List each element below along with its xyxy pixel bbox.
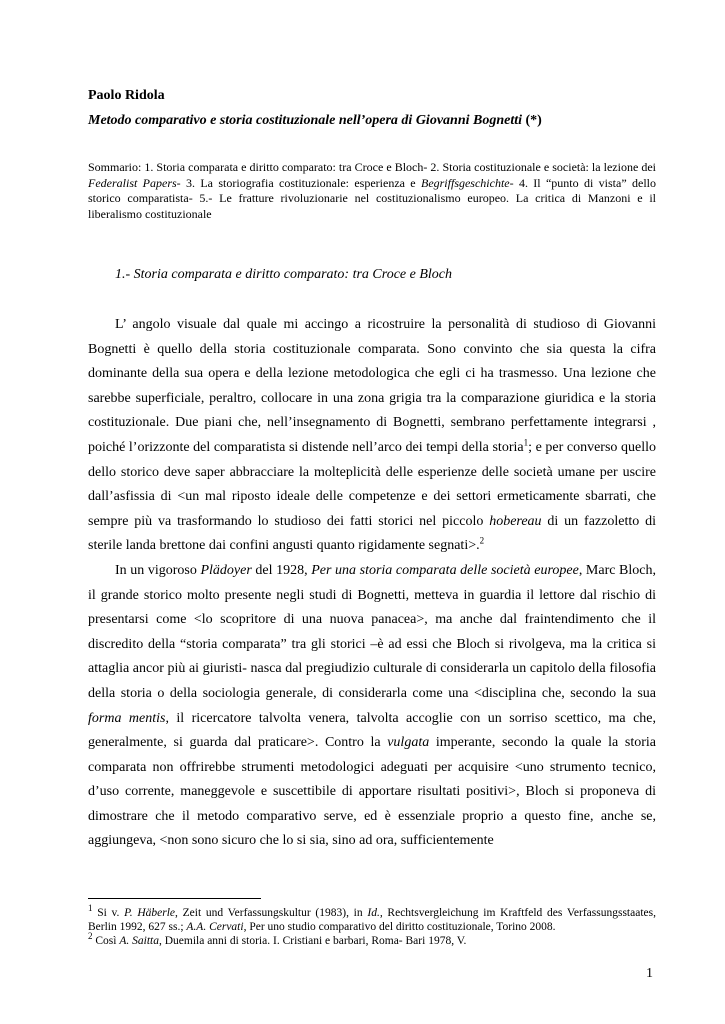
text-run: del 1928, bbox=[251, 562, 312, 578]
summary bbox=[88, 160, 656, 222]
summary-text: - 3. La storiografia costituzionale: esperienza e bbox=[176, 175, 421, 190]
paragraph bbox=[88, 313, 656, 559]
footnote bbox=[88, 931, 656, 948]
footnote-ref[interactable]: 2 bbox=[479, 535, 485, 546]
italic-run: forma mentis bbox=[88, 710, 166, 726]
author-name: Paolo Ridola bbox=[88, 88, 165, 103]
footnote-separator bbox=[88, 898, 261, 899]
footnote-ref[interactable]: 1 bbox=[523, 437, 529, 448]
summary-text: - 4. Il “punto di vista” dello storico comparatista- 5.- Le fratture rivoluzionarie nel costituzionalismo europeo. La critica di Manzoni e il liberalismo costituzionale bbox=[88, 175, 656, 221]
summary-italic: Federalist Papers bbox=[88, 175, 177, 190]
section-heading: 1.- Storia comparata e diritto comparato: tra Croce e Bloch bbox=[115, 267, 452, 282]
italic-run: A.A. Cervati bbox=[186, 921, 244, 933]
italic-run: A. Saitta bbox=[119, 935, 159, 947]
text-run: In un vigoroso bbox=[115, 562, 201, 578]
text-run: , il ricercatore talvolta venera, talvolta accoglie con un sorriso scettico, ma che, generalmente, si guarda dal praticare>. Contro la bbox=[88, 710, 657, 751]
italic-run: Id., bbox=[367, 907, 383, 919]
italic-run: Plädoyer bbox=[200, 562, 252, 578]
page-number: 1 bbox=[646, 966, 653, 981]
italic-run: P. Häberle bbox=[124, 907, 176, 919]
text-run: Rechtsvergleichung im Kraftfeld des Verfassungsstaates, Berlin 1992, 627 ss.; bbox=[88, 907, 656, 933]
text-run: , Duemila anni di storia. I. Cristiani e barbari, Roma- Bari 1978, V. bbox=[158, 935, 467, 947]
text-run: di un fazzoletto di sterile landa brettone dai confini angusti quanto rigidamente segnati>. bbox=[88, 513, 656, 554]
text-run: , Marc Bloch, il grande storico molto presente negli studi di Bognetti, metteva in guardia il lettore dal rischio di presentarsi come <lo scopritore di una nuova panacea>, ma anche dal fraintendimento che il discredito della “storia comparata” tra gli storici –è ad essi che Bloch si rivolgeva, ma la critica si attaglia ancor più ai giuristi- nasca dal pregiudizio culturale di considerarla un capitolo della filosofia della storia o della sociologia generale, di considerarla come una <disciplina che, secondo la sua bbox=[88, 562, 656, 701]
footnote-number: 2 bbox=[88, 931, 93, 942]
text-run: imperante, secondo la quale la storia comparata non offrirebbe strumenti metodologici adeguati per acquisire <uno strumento tecnico, d’uso corrente, maneggevole e suscettibile di apportare risultati positivi>, Bloch si proponeva di dimostrare che il metodo comparativo serve, ed è essenziale proprio a questo fine, anche se, aggiungeva, <non sono sicuro che lo si sia, sino ad ora, sufficientemente bbox=[88, 735, 656, 849]
text-run: , Per uno studio comparativo del diritto costituzionale, Torino 2008. bbox=[243, 921, 556, 933]
text-run: ; e per converso quello dello storico deve saper abbracciare la molteplicità delle esperienze delle società umane per uscire dall’asfissia di <un mal riposto ideale delle competenze e dei settori ermeticamente sbarrati, che sempre più va trasformando lo studioso dei fatti storici nel piccolo bbox=[88, 439, 656, 529]
paper-title bbox=[88, 113, 542, 129]
summary-italic: Begriffsgeschichte bbox=[420, 175, 510, 190]
italic-run: hobereau bbox=[489, 513, 542, 529]
italic-run: vulgata bbox=[387, 735, 430, 751]
footnote bbox=[88, 903, 656, 934]
title-text: Metodo comparativo e storia costituzionale nell’opera di Giovanni Bognetti bbox=[88, 113, 523, 128]
text-run: L’ angolo visuale dal quale mi accingo a ricostruire la personalità di studioso di Giovanni Bognetti è quello della storia costituzionale comparata. Sono convinto che sia questa la cifra dominante della sua opera e della lezione metodologica che egli ci ha trasmesso. Una lezione che sarebbe superficiale, peraltro, collocare in una zona grigia tra la comparazione giuridica e la storia costituzionale. Due piani che, nell’insegnamento di Bognetti, sembrano perfettamente integrarsi , poiché l’orizzonte del comparatista si distende nell’arco dei tempi della storia bbox=[88, 317, 656, 455]
text-run: Così bbox=[92, 935, 120, 947]
text-run: Si v. bbox=[92, 907, 125, 919]
paragraph bbox=[88, 559, 656, 854]
body-text bbox=[88, 313, 656, 854]
summary-text: Sommario: 1. Storia comparata e diritto comparato: tra Croce e Bloch- 2. Storia costituzionale e società: la lezione dei bbox=[88, 160, 656, 174]
italic-run: Per una storia comparata delle società europee bbox=[311, 562, 579, 578]
footnotes bbox=[88, 903, 656, 948]
title-mark: (*) bbox=[522, 113, 542, 128]
footnote-number: 1 bbox=[88, 903, 93, 914]
text-run: , Zeit und Verfassungskultur (1983), in bbox=[175, 907, 368, 919]
